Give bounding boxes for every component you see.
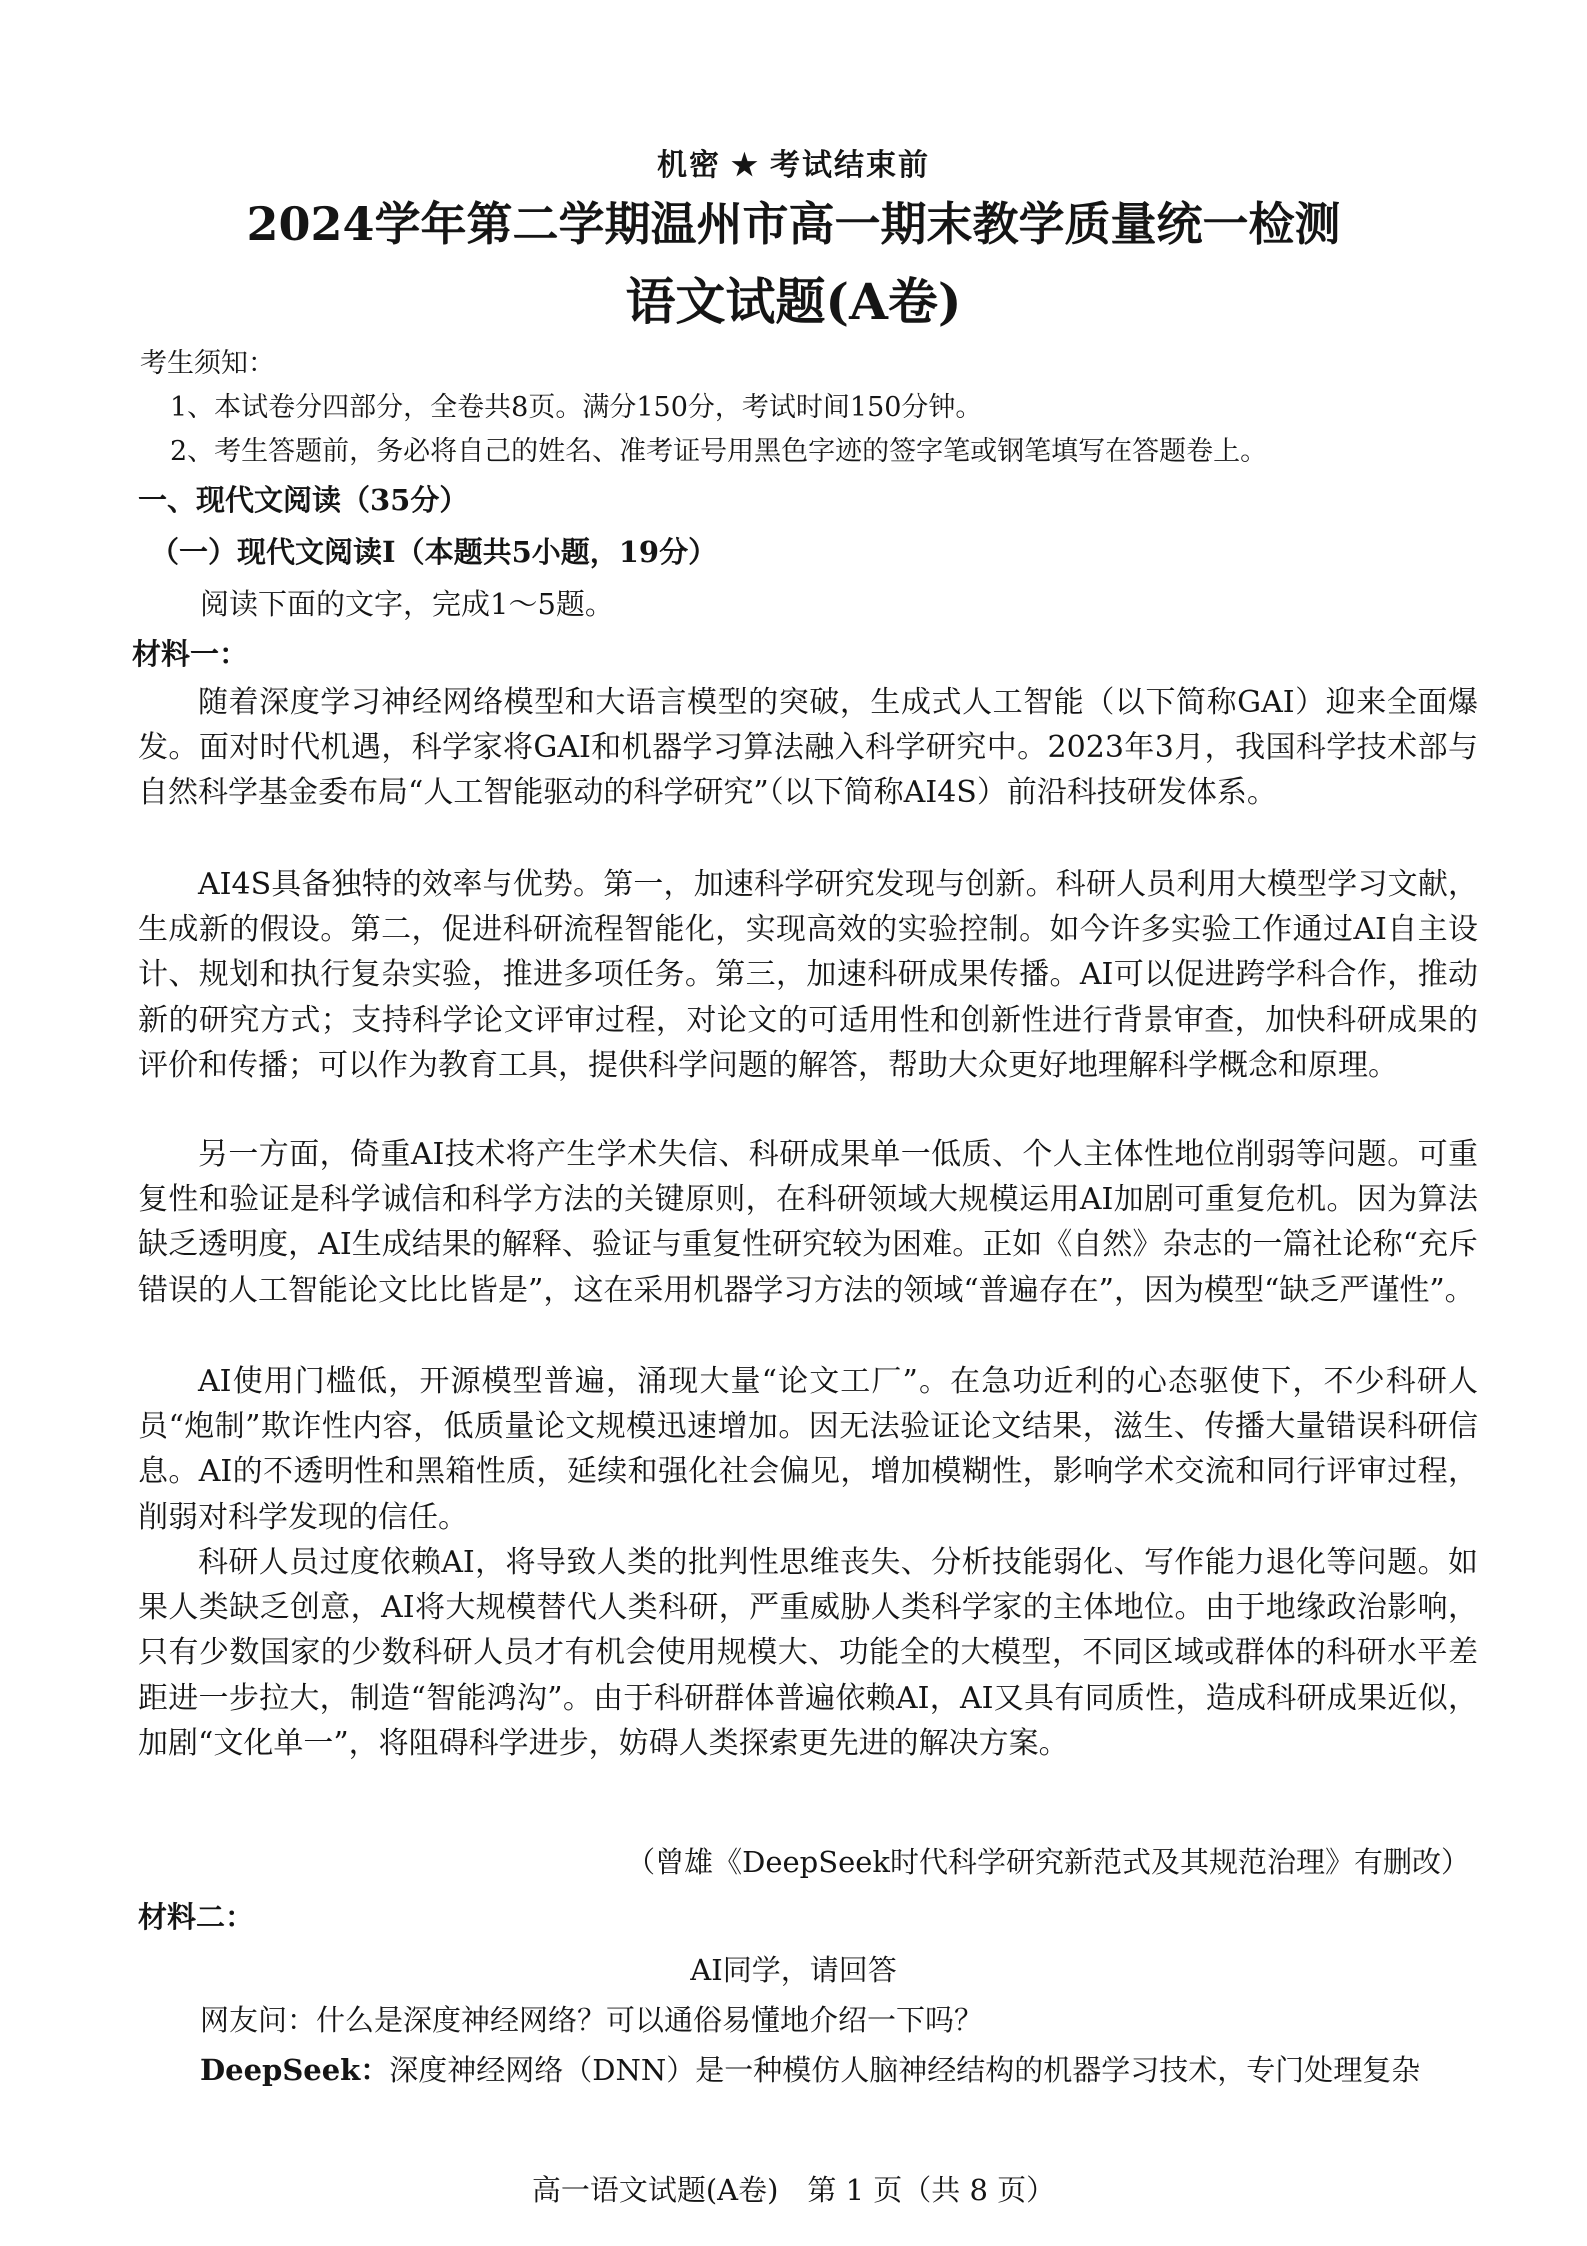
exam-title: 2024学年第二学期温州市高一期末教学质量统一检测 bbox=[246, 197, 1341, 251]
material-one-paragraph: 科研人员过度依赖AI，将导致人类的批判性思维丧失、分析技能弱化、写作能力退化等问题。如果人类缺乏创意，AI将大规模替代人类科研，严重威胁人类科学家的主体地位。由于地缘政治影响，只有少数国家的少数科研人员才有机会使用规模大、功能全的大模型，不同区域或群体的科研水平差距进一步拉大，制造“智能鸿沟”。由于科研群体普遍依赖AI，AI又具有同质性，造成科研成果近似，加剧“文化单一”，将阻碍科学进步，妨碍人类探索更先进的解决方案。 bbox=[138, 1545, 1478, 1761]
confidential-label bbox=[0, 140, 1587, 184]
dialog-title: AI同学，请回答 bbox=[690, 1953, 897, 1987]
deepseek-answer bbox=[200, 2048, 1480, 2092]
reading-instruction: 阅读下面的文字，完成1～5题。 bbox=[200, 587, 614, 621]
material-one-paragraph: AI使用门槛低，开源模型普遍，涌现大量“论文工厂”。在急功近利的心态驱使下，不少科研人员“炮制”欺诈性内容，低质量论文规模迅速增加。因无法验证论文结果，滋生、传播大量错误科研信息。AI的不透明性和黑箱性质，延续和强化社会偏见，增加模糊性，影响学术交流和同行评审过程，削弱对科学发现的信任。 bbox=[138, 1364, 1478, 1535]
netizen-question bbox=[200, 1998, 1480, 2042]
page-footer: 高一语文试题(A卷) 第 1 页（共 8 页） bbox=[531, 2173, 1056, 2207]
material-one-paragraph: 另一方面，倚重AI技术将产生学术失信、科研成果单一低质、个人主体性地位削弱等问题。可重复性和验证是科学诚信和科学方法的关键原则，在科研领域大规模运用AI加剧可重复危机。因为算法缺乏透明度，AI生成结果的解释、验证与重复性研究较为困难。正如《自然》杂志的一篇社论称“充斥错误的人工智能论文比比皆是”，这在采用机器学习方法的领域“普遍存在”，因为模型“缺乏严谨性”。 bbox=[138, 1137, 1478, 1308]
question-text: 什么是深度神经网络？可以通俗易懂地介绍一下吗？ bbox=[316, 2003, 984, 2037]
star-icon: ★ bbox=[731, 148, 760, 183]
material-two-label: 材料二： bbox=[138, 1900, 255, 1934]
exam-subtitle: 语文试题(A卷) bbox=[625, 272, 962, 331]
material-one-paragraph: 随着深度学习神经网络模型和大语言模型的突破，生成式人工智能（以下简称GAI）迎来全面爆发。面对时代机遇，科学家将GAI和机器学习算法融入科学研究中。2023年3月，我国科学技术部与自然科学基金委布局“人工智能驱动的科学研究”（以下简称AI4S）前沿科技研发体系。 bbox=[138, 685, 1478, 811]
section-title: 一、现代文阅读（35分） bbox=[138, 483, 469, 517]
until-exam-end-text: 考试结束前 bbox=[769, 148, 930, 183]
question-speaker: 网友问： bbox=[200, 2003, 317, 2037]
part-title: （一）现代文阅读Ⅰ（本题共5小题，19分） bbox=[150, 535, 718, 569]
notice-item: 1、本试卷分四部分，全卷共8页。满分150分，考试时间150分钟。 bbox=[170, 392, 983, 423]
notice-item: 2、考生答题前，务必将自己的姓名、准考证号用黑色字迹的签字笔或钢笔填写在答题卷上。 bbox=[170, 436, 1268, 467]
confidential-text: 机密 bbox=[657, 148, 722, 183]
candidate-notice bbox=[140, 342, 1480, 474]
answer-text: 深度神经网络（DNN）是一种模仿人脑神经结构的机器学习技术，专门处理复杂 bbox=[389, 2053, 1421, 2087]
material-one-paragraph: AI4S具备独特的效率与优势。第一，加速科学研究发现与创新。科研人员利用大模型学习文献，生成新的假设。第二，促进科研流程智能化，实现高效的实验控制。如今许多实验工作通过AI自主设计、规划和执行复杂实验，推进多项任务。第三，加速科研成果传播。AI可以促进跨学科合作，推动新的研究方式；支持科学论文评审过程，对论文的可适用性和创新性进行背景审查，加快科研成果的评价和传播；可以作为教育工具，提供科学问题的解答，帮助大众更好地理解科学概念和原理。 bbox=[138, 867, 1478, 1083]
material-one-source: （曾雄《DeepSeek时代科学研究新范式及其规范治理》有删改） bbox=[626, 1845, 1470, 1879]
answer-speaker: DeepSeek： bbox=[200, 2053, 390, 2087]
material-one-label: 材料一： bbox=[132, 637, 249, 671]
notice-heading: 考生须知： bbox=[140, 348, 275, 379]
